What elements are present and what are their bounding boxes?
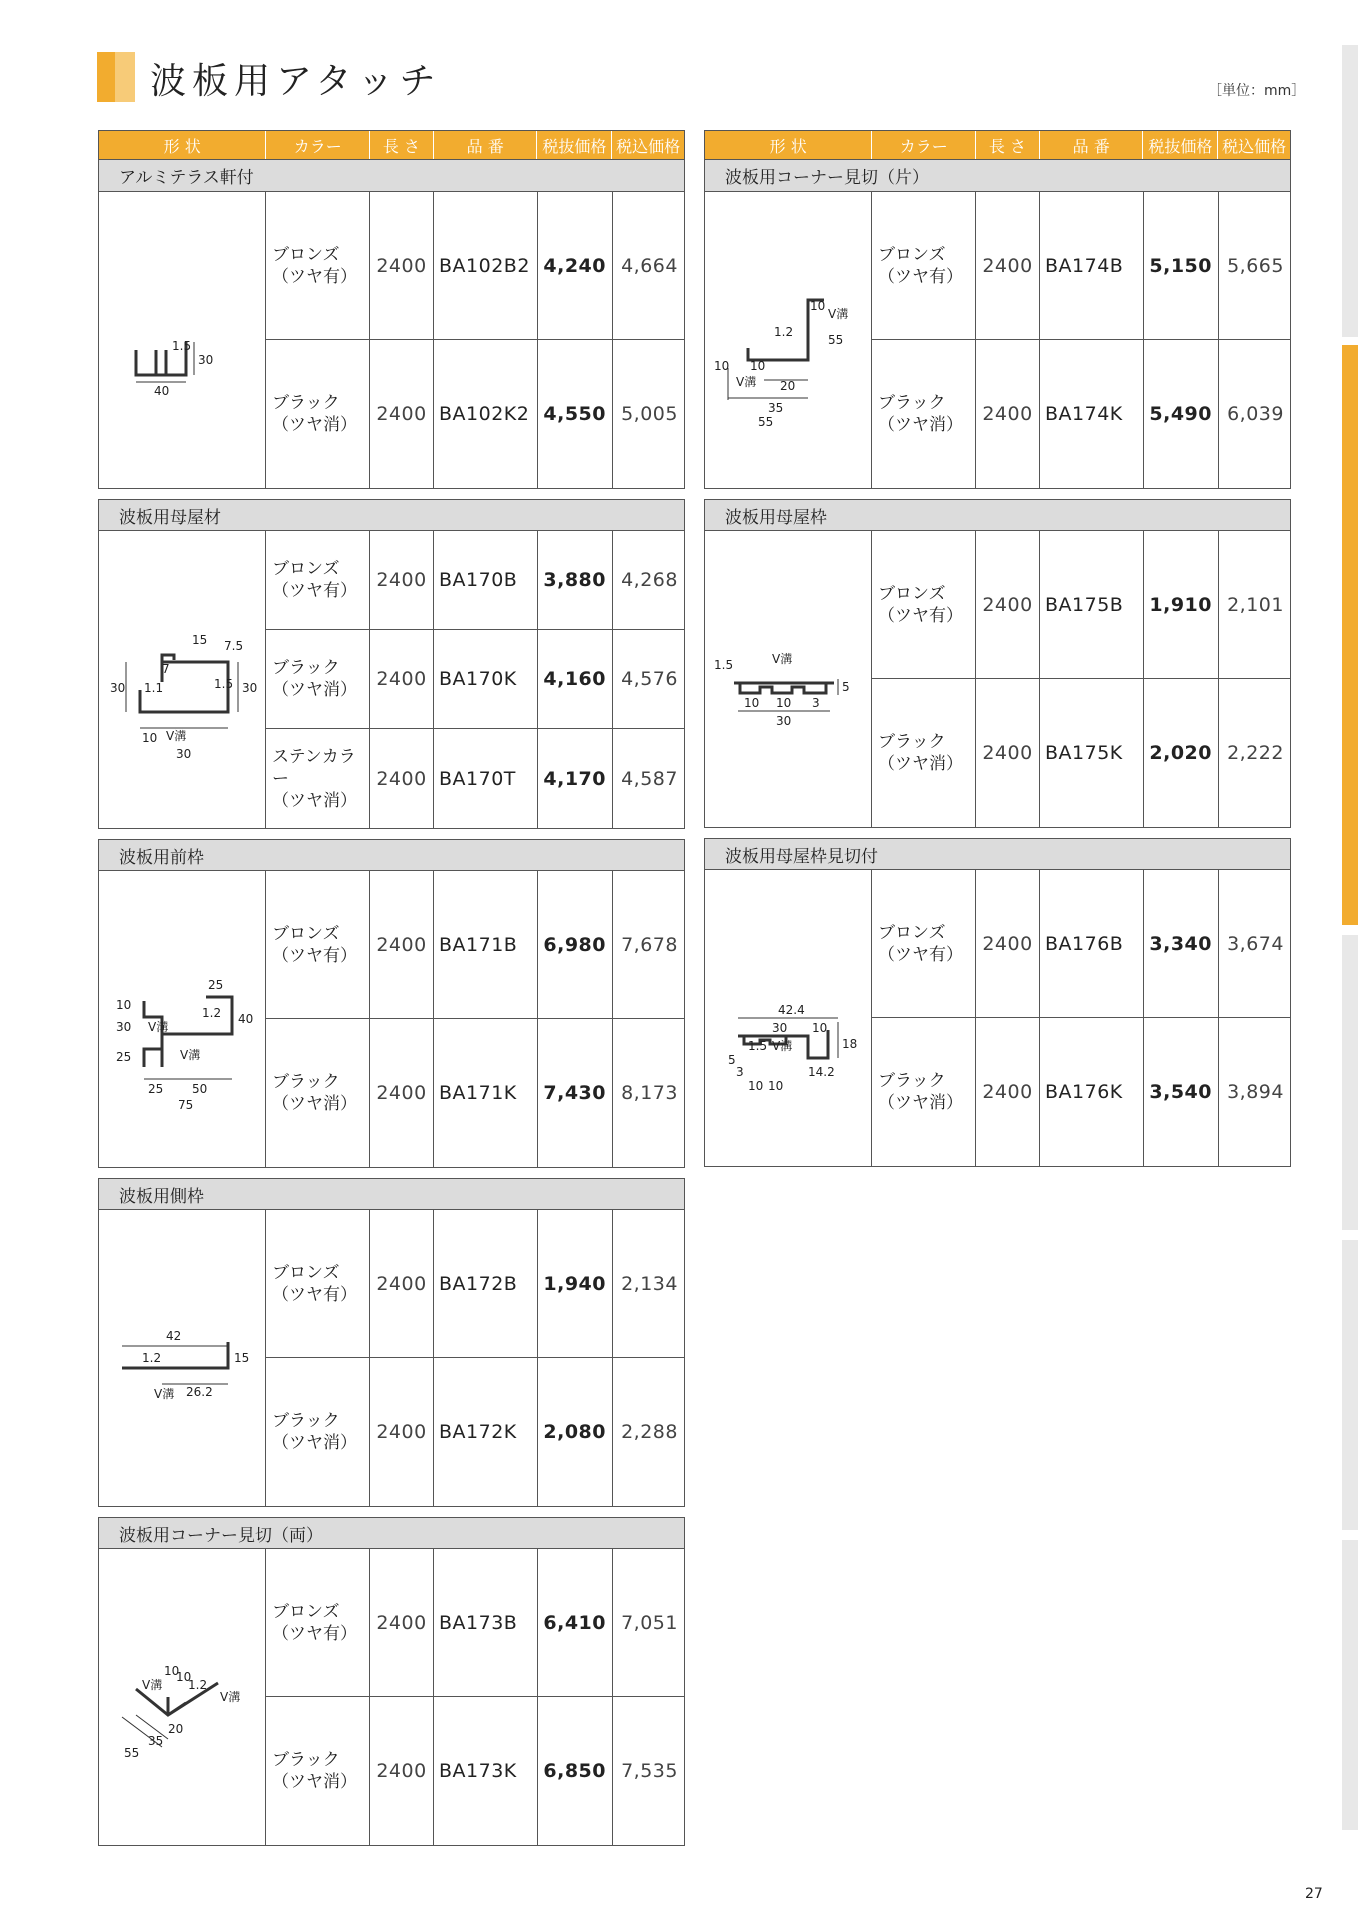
code-cell: BA102K2 xyxy=(434,340,538,488)
dim-label: 3 xyxy=(736,1065,744,1079)
price-in-cell: 5,665 xyxy=(1227,254,1284,277)
length-cell: 2400 xyxy=(976,531,1040,678)
price-in-cell: 2,134 xyxy=(621,1272,678,1295)
table-row xyxy=(266,630,684,729)
price-in-cell: 8,173 xyxy=(621,1082,678,1104)
code-cell: BA170K xyxy=(434,630,538,728)
price-ex-cell: 3,880 xyxy=(538,531,613,629)
price-ex-cell: 7,430 xyxy=(538,1019,613,1167)
section-title: 波板用前枠 xyxy=(98,839,685,871)
color-cell: ブラック （ツヤ消） xyxy=(266,1358,370,1506)
index-tab[interactable] xyxy=(1342,45,1358,337)
unit-label: ［単位：mm］ xyxy=(1208,83,1306,99)
dim-label: 42.4 xyxy=(778,1003,805,1017)
color-cell: ブラック （ツヤ消） xyxy=(266,630,370,728)
section-title: 波板用母屋枠見切付 xyxy=(704,838,1291,870)
dim-label: 35 xyxy=(768,401,784,415)
table-row xyxy=(872,340,1290,488)
dim-label: 55 xyxy=(828,333,844,347)
color-cell: ブロンズ （ツヤ有） xyxy=(266,871,370,1018)
price-ex-cell: 6,410 xyxy=(538,1549,613,1696)
dim-label: 7.5 xyxy=(224,638,244,653)
table-row xyxy=(266,1697,684,1845)
price-in-cell: 4,664 xyxy=(621,254,678,277)
table-row xyxy=(872,870,1290,1018)
price-ex-cell: 3,540 xyxy=(1144,1018,1219,1166)
dim-label: 1.2 xyxy=(188,1678,208,1692)
header-price-ex: 税抜価格 xyxy=(1143,131,1218,159)
price-ex-cell: 4,160 xyxy=(538,630,613,728)
price-in-cell: 4,576 xyxy=(621,668,678,690)
header-color: カラー xyxy=(872,131,976,159)
code-cell: BA170T xyxy=(434,729,538,828)
table-row xyxy=(872,1018,1290,1166)
color-cell: ブロンズ （ツヤ有） xyxy=(266,192,370,339)
length-cell: 2400 xyxy=(370,1358,434,1506)
dim-label: 1.5 xyxy=(214,676,234,691)
table-row xyxy=(872,531,1290,679)
length-cell: 2400 xyxy=(370,1210,434,1357)
table-header xyxy=(704,130,1291,160)
dim-label: 55 xyxy=(124,1746,140,1760)
length-cell: 2400 xyxy=(976,1018,1040,1166)
dim-label: 10 xyxy=(116,998,132,1012)
color-cell: ブロンズ （ツヤ有） xyxy=(872,531,976,678)
dim-label: 18 xyxy=(842,1037,858,1051)
price-in-cell: 4,268 xyxy=(621,569,678,591)
dim-label: 40 xyxy=(238,1012,254,1026)
product-section xyxy=(704,838,1291,1167)
index-tab[interactable] xyxy=(1342,1240,1358,1530)
color-cell: ブラック （ツヤ消） xyxy=(266,1697,370,1845)
dim-label: 10 xyxy=(142,730,158,745)
code-cell: BA176K xyxy=(1040,1018,1144,1166)
code-cell: BA171K xyxy=(434,1019,538,1167)
table-row xyxy=(872,192,1290,340)
dim-label: 30 xyxy=(242,680,258,695)
dim-label: 20 xyxy=(168,1722,184,1736)
code-cell: BA174K xyxy=(1040,340,1144,488)
header-price-in: 税込価格 xyxy=(616,136,681,156)
price-in-cell: 7,535 xyxy=(621,1760,678,1782)
color-cell: ブラック （ツヤ消） xyxy=(266,1019,370,1167)
table-row xyxy=(266,531,684,630)
table-row xyxy=(266,1019,684,1167)
price-ex-cell: 5,150 xyxy=(1144,192,1219,339)
product-section xyxy=(704,499,1291,828)
color-cell: ブロンズ （ツヤ有） xyxy=(266,531,370,629)
dim-label: 10 xyxy=(714,359,730,373)
left-product-table xyxy=(98,130,685,1846)
price-ex-cell: 1,940 xyxy=(538,1210,613,1357)
profile-diagram xyxy=(99,192,266,488)
index-tab[interactable] xyxy=(1342,1540,1358,1830)
price-ex-cell: 4,240 xyxy=(538,192,613,339)
profile-diagram xyxy=(705,531,872,827)
header-price-in: 税込価格 xyxy=(1222,136,1287,156)
dim-label: 10 xyxy=(768,1079,784,1093)
product-section xyxy=(98,1517,685,1846)
dim-label: 14.2 xyxy=(808,1065,835,1079)
price-in-cell: 7,678 xyxy=(621,933,678,956)
code-cell: BA175K xyxy=(1040,679,1144,827)
length-cell: 2400 xyxy=(370,630,434,728)
section-title: 波板用母屋枠 xyxy=(704,499,1291,531)
code-cell: BA170B xyxy=(434,531,538,629)
price-ex-cell: 4,550 xyxy=(538,340,613,488)
section-title: 波板用コーナー見切（片） xyxy=(704,160,1291,192)
dim-label: 10 xyxy=(176,1670,192,1684)
price-ex-cell: 6,850 xyxy=(538,1697,613,1845)
dim-label: 50 xyxy=(192,1082,208,1096)
price-in-cell: 3,894 xyxy=(1227,1081,1284,1103)
code-cell: BA174B xyxy=(1040,192,1144,339)
price-ex-cell: 2,080 xyxy=(538,1358,613,1506)
page-number: 27 xyxy=(1305,1886,1323,1902)
title-accent-bar-light xyxy=(115,52,135,102)
dim-label: V溝 xyxy=(772,1039,793,1053)
right-product-table xyxy=(704,130,1291,1167)
header-length: 長 さ xyxy=(370,131,434,159)
table-row xyxy=(872,679,1290,827)
profile-diagram xyxy=(705,192,872,488)
dim-label: V溝 xyxy=(220,1690,241,1704)
dim-label: 30 xyxy=(772,1021,788,1035)
length-cell: 2400 xyxy=(370,729,434,828)
product-section xyxy=(98,839,685,1168)
dim-label: 1.5 xyxy=(172,339,192,353)
table-row xyxy=(266,1358,684,1506)
dim-label: 1.2 xyxy=(202,1006,222,1020)
code-cell: BA171B xyxy=(434,871,538,1018)
length-cell: 2400 xyxy=(976,870,1040,1017)
price-ex-cell: 1,910 xyxy=(1144,531,1219,678)
dim-label: 30 xyxy=(198,353,214,367)
price-in-cell: 3,674 xyxy=(1227,932,1284,955)
price-in-cell: 2,101 xyxy=(1227,593,1284,616)
color-cell: ブラック （ツヤ消） xyxy=(872,679,976,827)
dim-label: 10 xyxy=(748,1079,764,1093)
table-row xyxy=(266,340,684,488)
dim-label: 20 xyxy=(780,379,796,393)
color-cell: ブロンズ （ツヤ有） xyxy=(266,1549,370,1696)
dim-label: V溝 xyxy=(148,1020,169,1034)
code-cell: BA176B xyxy=(1040,870,1144,1017)
code-cell: BA173B xyxy=(434,1549,538,1696)
dim-label: 10 xyxy=(744,696,760,710)
table-row xyxy=(266,192,684,340)
price-ex-cell: 5,490 xyxy=(1144,340,1219,488)
length-cell: 2400 xyxy=(370,340,434,488)
table-row xyxy=(266,1210,684,1358)
code-cell: BA102B2 xyxy=(434,192,538,339)
dim-label: 30 xyxy=(110,680,126,695)
length-cell: 2400 xyxy=(370,1697,434,1845)
dim-label: 25 xyxy=(116,1050,132,1064)
table-row xyxy=(266,871,684,1019)
header-code: 品 番 xyxy=(1040,131,1144,159)
price-in-cell: 7,051 xyxy=(621,1611,678,1634)
dim-label: 15 xyxy=(192,632,208,647)
length-cell: 2400 xyxy=(976,340,1040,488)
page-title: 波板用アタッチ xyxy=(150,61,442,102)
dim-label: 1.2 xyxy=(142,1351,162,1365)
price-in-cell: 2,288 xyxy=(621,1421,678,1443)
dim-label: 30 xyxy=(116,1020,132,1034)
length-cell: 2400 xyxy=(976,679,1040,827)
header-shape: 形 状 xyxy=(705,131,872,159)
dim-label: 10 xyxy=(750,359,766,373)
color-cell: ステンカラー （ツヤ消） xyxy=(266,729,370,828)
table-row xyxy=(266,729,684,828)
dim-label: V溝 xyxy=(154,1387,175,1401)
dim-label: 10 xyxy=(164,1664,180,1678)
header-price-ex: 税抜価格 xyxy=(537,131,612,159)
color-cell: ブロンズ （ツヤ有） xyxy=(872,870,976,1017)
dim-label: V溝 xyxy=(828,307,849,321)
dim-label: V溝 xyxy=(166,728,187,743)
dim-label: 7 xyxy=(162,661,170,676)
header-color: カラー xyxy=(266,131,370,159)
profile-diagram xyxy=(99,531,266,828)
code-cell: BA173K xyxy=(434,1697,538,1845)
color-cell: ブラック （ツヤ消） xyxy=(872,340,976,488)
dim-label: 35 xyxy=(148,1734,164,1748)
header-shape: 形 状 xyxy=(99,131,266,159)
code-cell: BA175B xyxy=(1040,531,1144,678)
dim-label: 25 xyxy=(208,978,224,992)
section-title: 波板用コーナー見切（両） xyxy=(98,1517,685,1549)
profile-diagram xyxy=(99,1549,266,1845)
profile-diagram xyxy=(99,871,266,1167)
length-cell: 2400 xyxy=(370,531,434,629)
price-ex-cell: 4,170 xyxy=(538,729,613,828)
dim-label: 10 xyxy=(810,299,826,313)
index-tab-active[interactable] xyxy=(1342,345,1358,925)
table-row xyxy=(266,1549,684,1697)
code-cell: BA172B xyxy=(434,1210,538,1357)
header-code: 品 番 xyxy=(434,131,538,159)
price-ex-cell: 6,980 xyxy=(538,871,613,1018)
color-cell: ブロンズ （ツヤ有） xyxy=(872,192,976,339)
dim-label: 1.2 xyxy=(774,325,794,339)
index-tab[interactable] xyxy=(1342,935,1358,1230)
price-in-cell: 2,222 xyxy=(1227,742,1284,764)
dim-label: 5 xyxy=(728,1053,736,1067)
dim-label: 15 xyxy=(234,1351,250,1365)
color-cell: ブラック （ツヤ消） xyxy=(872,1018,976,1166)
header-length: 長 さ xyxy=(976,131,1040,159)
dim-label: V溝 xyxy=(772,652,793,666)
length-cell: 2400 xyxy=(370,192,434,339)
dim-label: 40 xyxy=(154,384,170,398)
profile-diagram xyxy=(99,1210,266,1506)
dim-label: 5 xyxy=(842,680,850,694)
price-ex-cell: 2,020 xyxy=(1144,679,1219,827)
dim-label: 55 xyxy=(758,415,774,429)
dim-label: 25 xyxy=(148,1082,164,1096)
color-cell: ブロンズ （ツヤ有） xyxy=(266,1210,370,1357)
product-section xyxy=(98,160,685,489)
dim-label: 30 xyxy=(176,746,192,761)
dim-label: 1.1 xyxy=(144,680,164,695)
length-cell: 2400 xyxy=(976,192,1040,339)
product-section xyxy=(704,160,1291,489)
section-title: 波板用側枠 xyxy=(98,1178,685,1210)
price-in-cell: 6,039 xyxy=(1227,403,1284,425)
dim-label: 1.5 xyxy=(714,658,734,672)
dim-label: V溝 xyxy=(736,375,757,389)
table-header xyxy=(98,130,685,160)
dim-label: 3 xyxy=(812,696,820,710)
length-cell: 2400 xyxy=(370,1549,434,1696)
price-ex-cell: 3,340 xyxy=(1144,870,1219,1017)
color-cell: ブラック （ツヤ消） xyxy=(266,340,370,488)
code-cell: BA172K xyxy=(434,1358,538,1506)
product-section xyxy=(98,499,685,829)
dim-label: 10 xyxy=(812,1021,828,1035)
profile-diagram xyxy=(705,870,872,1166)
dim-label: 30 xyxy=(776,714,792,728)
dim-label: V溝 xyxy=(180,1048,201,1062)
dim-label: 75 xyxy=(178,1098,194,1112)
dim-label: V溝 xyxy=(142,1678,163,1692)
price-in-cell: 4,587 xyxy=(621,767,678,790)
length-cell: 2400 xyxy=(370,871,434,1018)
product-section xyxy=(98,1178,685,1507)
price-in-cell: 5,005 xyxy=(621,403,678,425)
dim-label: 1.5 xyxy=(748,1039,768,1053)
length-cell: 2400 xyxy=(370,1019,434,1167)
section-title: 波板用母屋材 xyxy=(98,499,685,531)
dim-label: 26.2 xyxy=(186,1385,213,1399)
dim-label: 42 xyxy=(166,1329,182,1343)
dim-label: 10 xyxy=(776,696,792,710)
section-title: アルミテラス軒付 xyxy=(98,160,685,192)
